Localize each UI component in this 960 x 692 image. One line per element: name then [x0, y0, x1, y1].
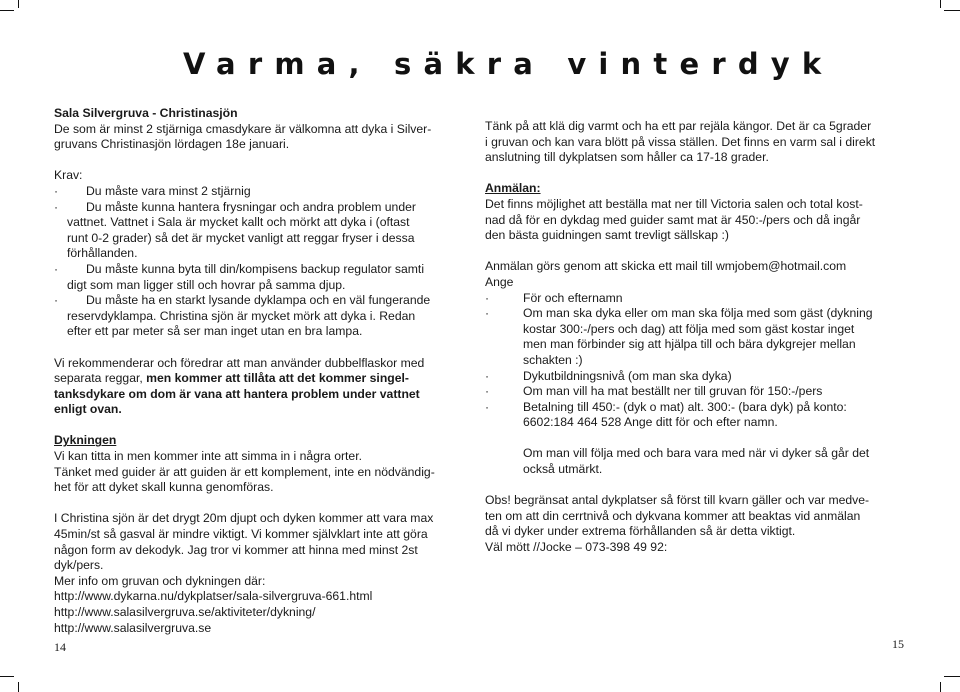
text-line: ten om att din cerrtnivå och dykvana kommer att beaktas vid anmälan	[485, 508, 861, 523]
list-item	[54, 231, 435, 247]
page-number-right: 15	[892, 637, 904, 651]
bullet: ·	[54, 261, 59, 276]
section-heading: Sala Silvergruva - Christinasjön	[54, 106, 238, 120]
text-line: Anmälan görs genom att skicka ett mail till wmjobem@hotmail.com	[485, 259, 847, 274]
bullet: ·	[485, 290, 490, 305]
list-item	[485, 369, 875, 385]
crop-mark	[940, 682, 941, 692]
bullet: ·	[54, 183, 59, 198]
list-item	[54, 200, 435, 216]
crop-mark	[944, 676, 960, 677]
text-line: Det finns möjlighet att beställa mat ner till Victoria salen och total kost-	[485, 196, 863, 211]
list-item	[485, 306, 875, 322]
order-list	[485, 291, 875, 431]
list-item	[54, 309, 435, 325]
crop-mark	[18, 682, 19, 692]
list-item-text: men man förbinder sig att hjälpa till och bära dykgrejer mellan	[523, 337, 856, 352]
list-item-text: reservdyklampa. Christina sjön är mycket mörk att dyka i. Redan	[67, 308, 416, 323]
bullet: ·	[485, 399, 490, 414]
list-item	[54, 215, 435, 231]
text-line: Vi kan titta in men kommer inte att simma in i några orter.	[54, 449, 362, 464]
list-item-text: runt 0-2 grader) så det är mycket vanligt att reggar fryser i dessa	[67, 230, 415, 245]
list-item	[54, 278, 435, 294]
list-item	[485, 384, 875, 400]
bullet: ·	[485, 384, 490, 399]
url-text: http://www.dykarna.nu/dykplatser/sala-silvergruva-661.html	[54, 589, 373, 604]
left-column	[54, 106, 435, 636]
list-item	[54, 262, 435, 278]
list-item-text: Om man vill ha mat beställt ner till gruvan för 150:-/pers	[523, 384, 823, 399]
list-item	[485, 400, 875, 416]
list-item-text: Du måste ha en starkt lysande dyklampa och en väl fungerande	[86, 293, 431, 308]
list-item	[54, 246, 435, 262]
text-line: Väl mött //Jocke – 073-398 49 92:	[485, 540, 668, 555]
page-number-left: 14	[54, 640, 66, 654]
list-item-text: Du måste kunna byta till din/kompisens backup regulator samti	[86, 261, 425, 276]
list-item	[485, 353, 875, 369]
list-item	[485, 415, 875, 431]
krav-label: Krav:	[54, 168, 83, 183]
url-text: http://www.salasilvergruva.se	[54, 620, 212, 635]
list-item	[485, 322, 875, 338]
text-line: De som är minst 2 stjärniga cmasdykare är välkomna att dyka i Silver-	[54, 121, 432, 136]
crop-mark	[0, 10, 14, 11]
text-line: Vi rekommenderar och föredrar att man använder dubbelflaskor med	[54, 355, 425, 370]
krav-list	[54, 184, 435, 340]
list-item-text: efter ett par meter så ser man inget utan en bra lampa.	[67, 324, 363, 339]
crop-mark	[0, 676, 14, 677]
crop-mark	[18, 0, 19, 8]
list-item	[54, 293, 435, 309]
text-line: gruvans Christinasjön lördagen 18e januari.	[54, 137, 290, 152]
bullet: ·	[54, 199, 59, 214]
list-item-text: 6602:184 464 528 Ange ditt för och efter namn.	[523, 415, 778, 430]
guest-note	[485, 446, 875, 477]
text-line: då vi dyker under extrema förhållanden så är detta viktigt.	[485, 524, 796, 539]
list-item	[485, 291, 875, 307]
text-line: anslutning till dykplatsen som håller ca 17-18 grader.	[485, 150, 769, 165]
list-item-text: Du måste vara minst 2 stjärnig	[86, 183, 251, 198]
text-line: någon form av dekodyk. Jag tror vi kommer att hinna med minst 2st	[54, 542, 418, 557]
text-line: tanksdykare om dom är vana att hantera problem under vattnet	[54, 386, 420, 401]
list-item-text: Om man ska dyka eller om man ska följa med som gäst (dykning	[523, 306, 873, 321]
url-text: http://www.salasilvergruva.se/aktiviteter/dykning/	[54, 605, 316, 619]
list-item-text: Dykutbildningsnivå (om man ska dyka)	[523, 368, 732, 383]
text-line: enligt ovan.	[54, 402, 122, 417]
text-line: het för att dyket skall kunna genomföras.	[54, 480, 274, 495]
list-item-text: schakten :)	[523, 352, 583, 367]
section-heading: Dykningen	[54, 433, 117, 448]
text-span: separata reggar,	[54, 371, 147, 386]
crop-mark	[940, 0, 941, 8]
list-item	[485, 337, 875, 353]
section-heading: Anmälan:	[485, 181, 541, 196]
bullet: ·	[54, 293, 59, 308]
text-line: 45min/st så gasval är mindre viktigt. Vi kommer självklart inte att göra	[54, 527, 428, 542]
page-title: Varma, säkra vinterdyk	[183, 47, 834, 81]
list-item	[54, 184, 435, 200]
text-line: Mer info om gruvan och dykningen där:	[54, 573, 266, 588]
text-line: Ange	[485, 274, 514, 289]
text-line: Tänket med guider är att guiden är ett komplement, inte en nödvändig-	[54, 464, 435, 479]
text-line: dyk/pers.	[54, 558, 104, 573]
text-line: också utmärkt.	[523, 462, 603, 477]
text-span-bold: men kommer att tillåta att det kommer singel-	[146, 371, 409, 386]
list-item-text: digt som man ligger still och hovrar på samma djup.	[67, 277, 346, 292]
list-item-text: För och efternamn	[523, 290, 623, 305]
text-line: den bästa guidningen samt trevligt sällskap :)	[485, 228, 729, 243]
crop-mark	[944, 10, 960, 11]
text-line	[54, 371, 435, 387]
text-line: Tänk på att klä dig varmt och ha ett par rejäla kängor. Det är ca 5grader	[485, 119, 872, 133]
bullet: ·	[485, 306, 490, 321]
text-line: i gruvan och kan vara blött på vissa ställen. Det finns en varm sal i direkt	[485, 134, 876, 149]
list-item-text: förhållanden.	[67, 246, 138, 261]
text-line: I Christina sjön är det drygt 20m djupt och dyken kommer att vara max	[54, 511, 434, 526]
text-line: nad då för en dykdag med guider samt mat är 450:-/pers och då ingår	[485, 212, 861, 227]
text-line: Obs! begränsat antal dykplatser så först till kvarn gäller och var medve-	[485, 493, 870, 508]
list-item-text: Betalning till 450:- (dyk o mat) alt. 300:- (bara dyk) på konto:	[523, 399, 847, 414]
list-item-text: Du måste kunna hantera frysningar och andra problem under	[86, 199, 416, 214]
list-item-text: kostar 300:-/pers och dag) att följa med som gäst kostar inget	[523, 321, 855, 336]
text-line: Om man vill följa med och bara vara med när vi dyker så går det	[523, 446, 870, 461]
list-item-text: vattnet. Vattnet i Sala är mycket kallt och mörkt att dyka i (oftast	[67, 215, 410, 230]
bullet: ·	[485, 368, 490, 383]
right-column	[485, 119, 875, 556]
list-item	[54, 324, 435, 340]
